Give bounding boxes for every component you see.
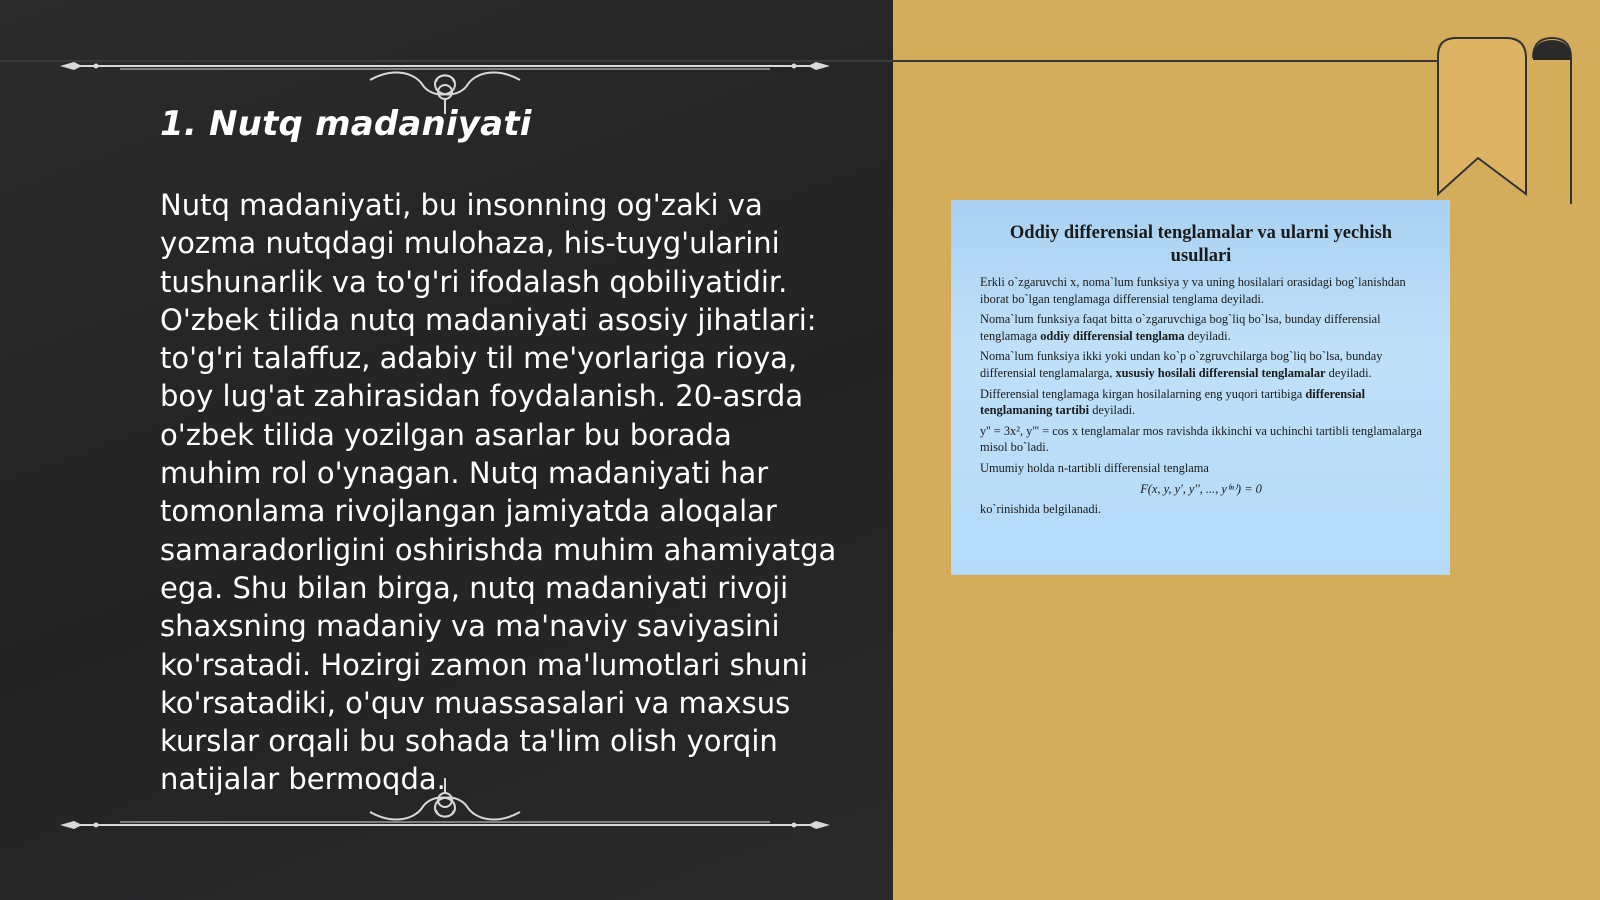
doc-text: deyiladi. bbox=[1089, 403, 1136, 418]
doc-formula: F(x, y, y', y'', ..., y⁽ⁿ⁾) = 0 bbox=[1140, 481, 1262, 496]
doc-paragraph-3 bbox=[980, 348, 1422, 381]
doc-paragraph-7: ko`rinishida belgilanadi. bbox=[980, 501, 1102, 516]
doc-term: oddiy differensial tenglama bbox=[1040, 328, 1185, 343]
doc-paragraph-4 bbox=[980, 386, 1422, 419]
bookmark-icon bbox=[1430, 34, 1600, 204]
doc-text: deyiladi. bbox=[1325, 365, 1372, 380]
slide-title: 1. Nutq madaniyati bbox=[160, 104, 532, 144]
doc-text: Noma`lum funksiya ikki yoki undan ko`p o`zgruvchilarga bog`liq bo`lsa, bunday differensial tenglamalarga, bbox=[980, 349, 1383, 380]
doc-term: differensial tenglamaning tartibi bbox=[980, 386, 1366, 418]
doc-text: Differensial tenglamaga kirgan hosilalarning eng yuqori tartibiga bbox=[980, 386, 1306, 401]
document-image bbox=[951, 200, 1450, 575]
document-title: Oddiy differensial tenglamalar va ularni yechish usullari bbox=[1009, 223, 1393, 266]
doc-text: deyiladi. bbox=[1184, 328, 1231, 343]
slide-body-text: Nutq madaniyati, bu insonning og'zaki va yozma nutqdagi mulohaza, his-tuyg'ularini tushunarlik va to'g'ri ifodalash qobiliyatidir. O'zbek tilida nutq madaniyati asosiy jihatlari: to'g'ri talaffuz, adabiy til me'yorlariga rioya, boy lug'at zahirasidan foydalanish. 20-asrda o'zbek tilida yozilgan asarlar bu borada muhim rol o'ynagan. Nutq madaniyati har tomonlama rivojlangan jamiyatda aloqalar samaradorligini oshirishda muhim ahamiyatga ega. Shu bilan birga, nutq madaniyati rivoji shaxsning madaniy va ma'naviy saviyasini ko'rsatadi. Hozirgi zamon ma'lumotlari shuni ko'rsatadiki, o'quv muassasalari va maxsus kurslar orqali bu sohada ta'lim olish yorqin natijalar bermoqda. bbox=[160, 188, 837, 797]
doc-paragraph-6: Umumiy holda n-tartibli differensial tenglama bbox=[980, 460, 1209, 475]
doc-paragraph-1: Erkli o`zgaruvchi x, noma`lum funksiya y va uning hosilalari orasidagi bog`lanishdan iborat bo`lgan tenglamaga differensial tenglama deyiladi. bbox=[980, 275, 1406, 306]
doc-paragraph-2 bbox=[980, 311, 1422, 344]
doc-term: xususiy hosilali differensial tenglamalar bbox=[1115, 365, 1326, 380]
doc-text: Noma`lum funksiya faqat bitta o`zgaruvchiga bog`liq bo`lsa, bunday differensial tenglamaga bbox=[980, 312, 1381, 343]
doc-paragraph-5: y'' = 3x², y''' = cos x tenglamalar mos ravishda ikkinchi va uchinchi tartibli tenglamalarga misol bo`ladi. bbox=[980, 423, 1422, 455]
